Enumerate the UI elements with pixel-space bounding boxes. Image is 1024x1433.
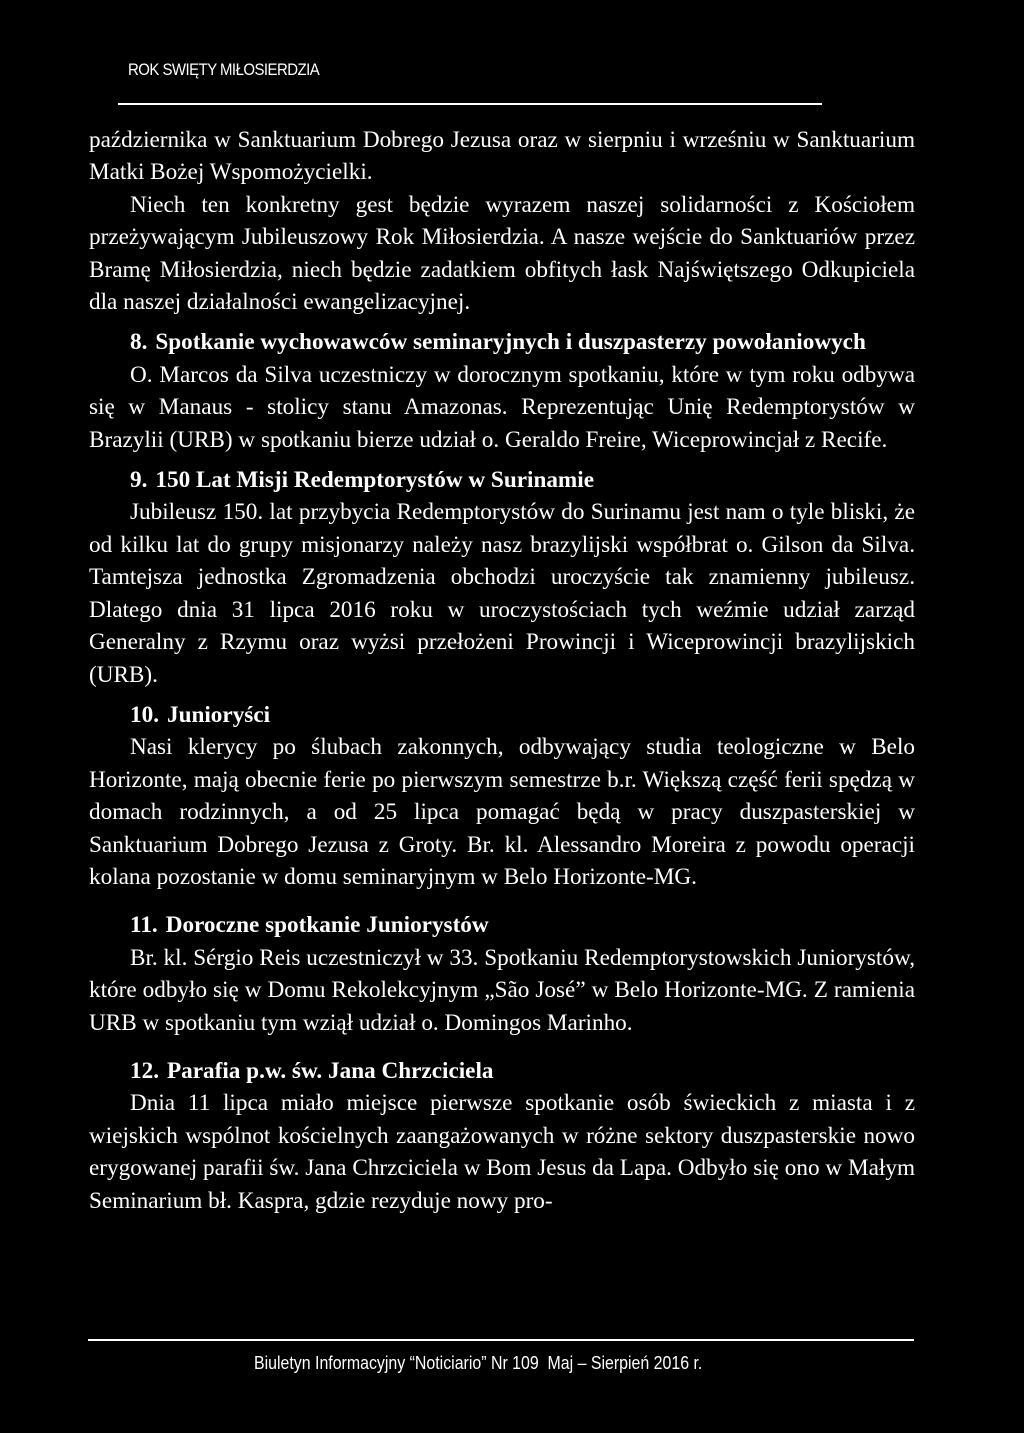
section-9-heading (89, 464, 915, 496)
section-10-heading (89, 699, 915, 731)
section-12-heading (89, 1055, 915, 1087)
section-9-title: 150 Lat Misji Redemptorystów w Surinamie (155, 467, 594, 494)
section-10-number: 10. (130, 701, 159, 728)
section-8-heading (89, 326, 915, 358)
section-11-number: 11. (130, 912, 158, 939)
section-10-title: Junioryści (166, 701, 271, 728)
running-header: ROK SWIĘTY MIŁOSIERDZIA (128, 60, 320, 79)
section-12-number: 12. (130, 1057, 159, 1084)
section-9-body: Jubileusz 150. lat przybycia Redemptorystów do Surinamu jest nam o tyle bliski, że od kilku lat do grupy misjonarzy należy nasz brazylijski współbrat o. Gilson da Silva. Tamtejsza jednostka Zgromadzenia obchodzi uroczyście tak znamienny jubileusz. Dlatego dnia 31 lipca 2016 roku w uroczystościach tych weźmie udział zarząd Generalny z Rzymu oraz wyżsi przełożeni Prowincji i Wiceprowincji brazylijskich (URB). (89, 499, 915, 688)
section-12-body: Dnia 11 lipca miało miejsce pierwsze spotkanie osób świeckich z miasta i z wiejskich wspólnot kościelnych zaangażowanych w różne sektory duszpasterskie nowo erygowanej parafii św. Jana Chrzciciela w Bom Jesus da Lapa. Odbyło się ono w Małym Seminarium bł. Kaspra, gdzie rezyduje nowy pro- (89, 1090, 915, 1214)
section-8-body: O. Marcos da Silva uczestniczy w dorocznym spotkaniu, które w tym roku odbywa się w Manaus - stolicy stanu Amazonas. Reprezentując Unię Redemptorystów w Brazylii (URB) w spotkaniu bierze udział o. Geraldo Freire, Wiceprowincjał z Recife. (89, 361, 915, 453)
header-rule (118, 103, 822, 105)
section-9-number: 9. (130, 467, 148, 494)
section-11-heading (89, 909, 915, 941)
intro-paragraph-2: Niech ten konkretny gest będzie wyrazem naszej solidarności z Kościołem przeżywającym Jubileuszowy Rok Miłosierdzia. A nasze wejście do Sanktuariów przez Bramę Miłosierdzia, niech będzie zadatkiem obfitych łask Najświętszego Odkupiciela dla naszej działalności ewangelizacyjnej. (89, 191, 915, 316)
section-8-number: 8. (130, 329, 148, 356)
section-11-body: Br. kl. Sérgio Reis uczestniczył w 33. Spotkaniu Redemptorystowskich Juniorystów, które odbyło się w Domu Rekolekcyjnym „São José” w Belo Horizonte-MG. Z ramienia URB w spotkaniu tym wziął udział o. Domingos Marinho. (89, 944, 915, 1036)
footer-publication-line: Biuletyn Informacyjny “Noticiario” Nr 109 Maj – Sierpień 2016 r. (254, 1352, 703, 1373)
section-10-body: Nasi klerycy po ślubach zakonnych, odbywający studia teologiczne w Belo Horizonte, mają obecnie ferie po pierwszym semestrze b.r. Większą część ferii spędzą w domach rodzinnych, a od 25 lipca pomagać będą w pracy duszpasterskiej w Sanktuarium Dobrego Jezusa z Groty. Br. kl. Alessandro Moreira z powodu operacji kolana pozostanie w domu seminaryjnym w Belo Horizonte-MG. (89, 734, 915, 890)
section-8-title: Spotkanie wychowawców seminaryjnych i duszpasterzy powołaniowych (155, 329, 866, 356)
intro-paragraph-1: października w Sanktuarium Dobrego Jezusa oraz w sierpniu i wrześniu w Sanktuarium Matki Bożej Wspomożycielki. (89, 127, 915, 186)
section-12-title: Parafia p.w. św. Jana Chrzciciela (166, 1057, 494, 1084)
section-11-title: Doroczne spotkanie Juniorystów (165, 912, 489, 939)
article-body (89, 124, 915, 1217)
footer-rule (88, 1339, 914, 1341)
